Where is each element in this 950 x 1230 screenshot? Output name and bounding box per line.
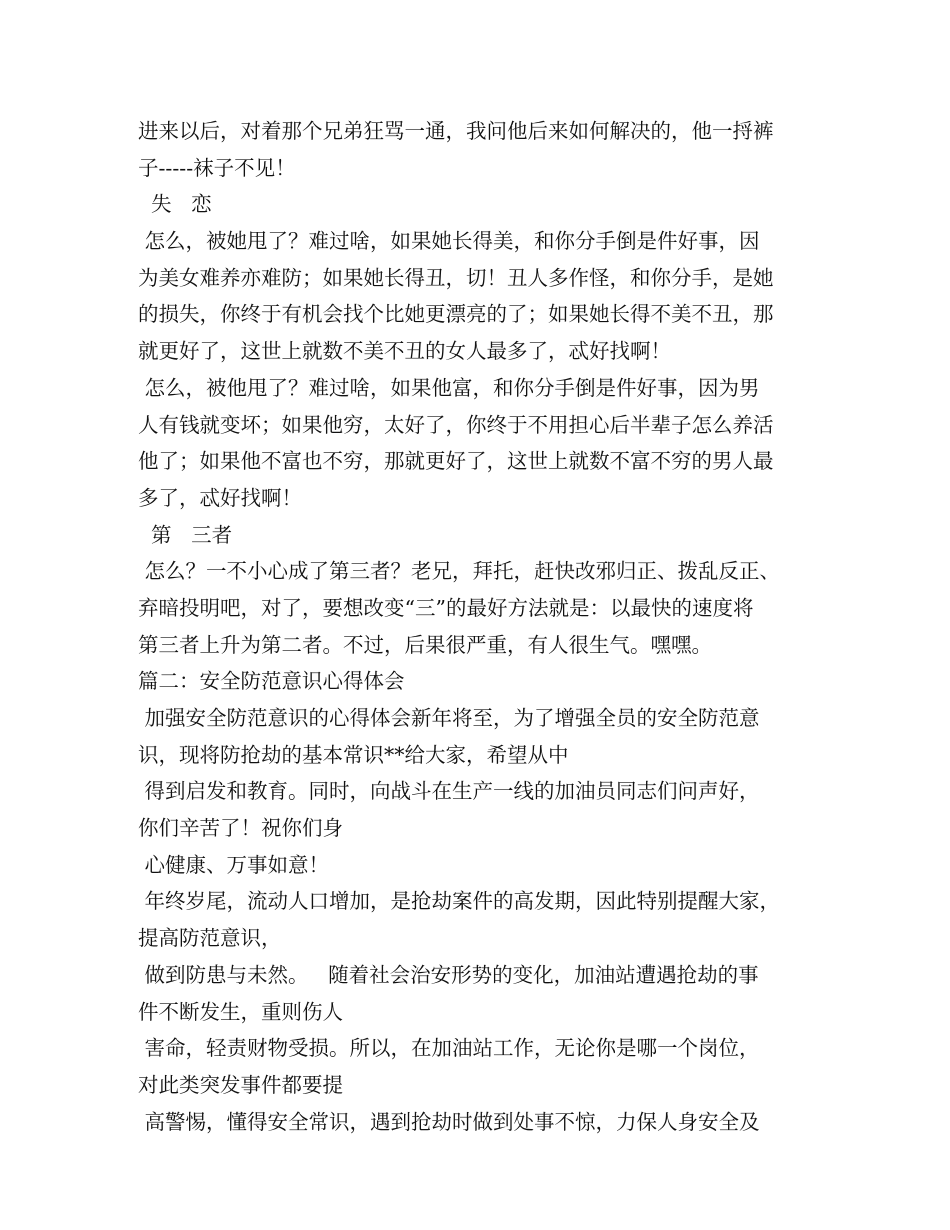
text-line: 件不断发生，重则伤人 <box>138 999 343 1024</box>
text-line: 怎么，被她甩了？难过啥，如果她长得美，和你分手倒是件好事，因 <box>138 229 760 254</box>
text-line: 人有钱就变坏；如果他穷，太好了，你终于不用担心后半辈子怎么养活 <box>138 412 774 437</box>
text-line: 第 三者 <box>138 522 233 547</box>
text-line: 的损失，你终于有机会找个比她更漂亮的了；如果她长得不美不丑，那 <box>138 302 774 327</box>
text-line: 心健康、万事如意！ <box>138 852 330 877</box>
text-line: 为美女难养亦难防；如果她长得丑，切！丑人多作怪，和你分手，是她 <box>138 265 774 290</box>
text-line: 进来以后，对着那个兄弟狂骂一通，我问他后来如何解决的，他一捋裤 <box>138 119 774 143</box>
text-line: 第三者上升为第二者。不过，后果很严重，有人很生气。嘿嘿。 <box>138 632 712 657</box>
text-line: 识，现将防抢劫的基本常识**给大家，希望从中 <box>138 742 569 767</box>
text-line: 加强安全防范意识的心得体会新年将至，为了增强全员的安全防范意 <box>138 706 760 730</box>
text-line: 你们辛苦了！祝你们身 <box>138 816 343 841</box>
text-line: 得到启发和教育。同时，向战斗在生产一线的加油员同志们问声好， <box>138 779 760 804</box>
text-line: 多了，忒好找啊！ <box>138 485 302 510</box>
text-line: 弃暗投明吧，对了，要想改变“三”的最好方法就是：以最快的速度将 <box>138 595 754 620</box>
text-line: 提高防范意识， <box>138 926 282 951</box>
text-line: 篇二：安全防范意识心得体会 <box>138 669 405 694</box>
text-line: 年终岁尾，流动人口增加，是抢劫案件的高发期，因此特别提醒大家， <box>138 889 781 914</box>
text-line: 失 恋 <box>138 192 212 217</box>
document-body <box>138 113 828 1140</box>
text-line: 做到防患与未然。 随着社会治安形势的变化，加油站遭遇抢劫的事 <box>138 962 759 987</box>
text-line: 子-----袜子不见！ <box>138 155 296 180</box>
text-line: 害命，轻责财物受损。所以，在加油站工作，无论你是哪一个岗位， <box>138 1036 760 1061</box>
text-line: 他了；如果他不富也不穷，那就更好了，这世上就数不富不穷的男人最 <box>138 449 774 474</box>
text-line: 怎么？一不小心成了第三者？老兄，拜托，赶快改邪归正、拨乱反正、 <box>138 559 781 584</box>
text-line: 怎么，被他甩了？难过啥，如果他富，和你分手倒是件好事，因为男 <box>138 375 760 400</box>
text-line: 就更好了，这世上就数不美不丑的女人最多了，忒好找啊！ <box>138 339 671 364</box>
text-line: 对此类突发事件都要提 <box>138 1072 343 1097</box>
text-line: 高警惕，懂得安全常识，遇到抢劫时做到处事不惊，力保人身安全及 <box>138 1109 760 1134</box>
